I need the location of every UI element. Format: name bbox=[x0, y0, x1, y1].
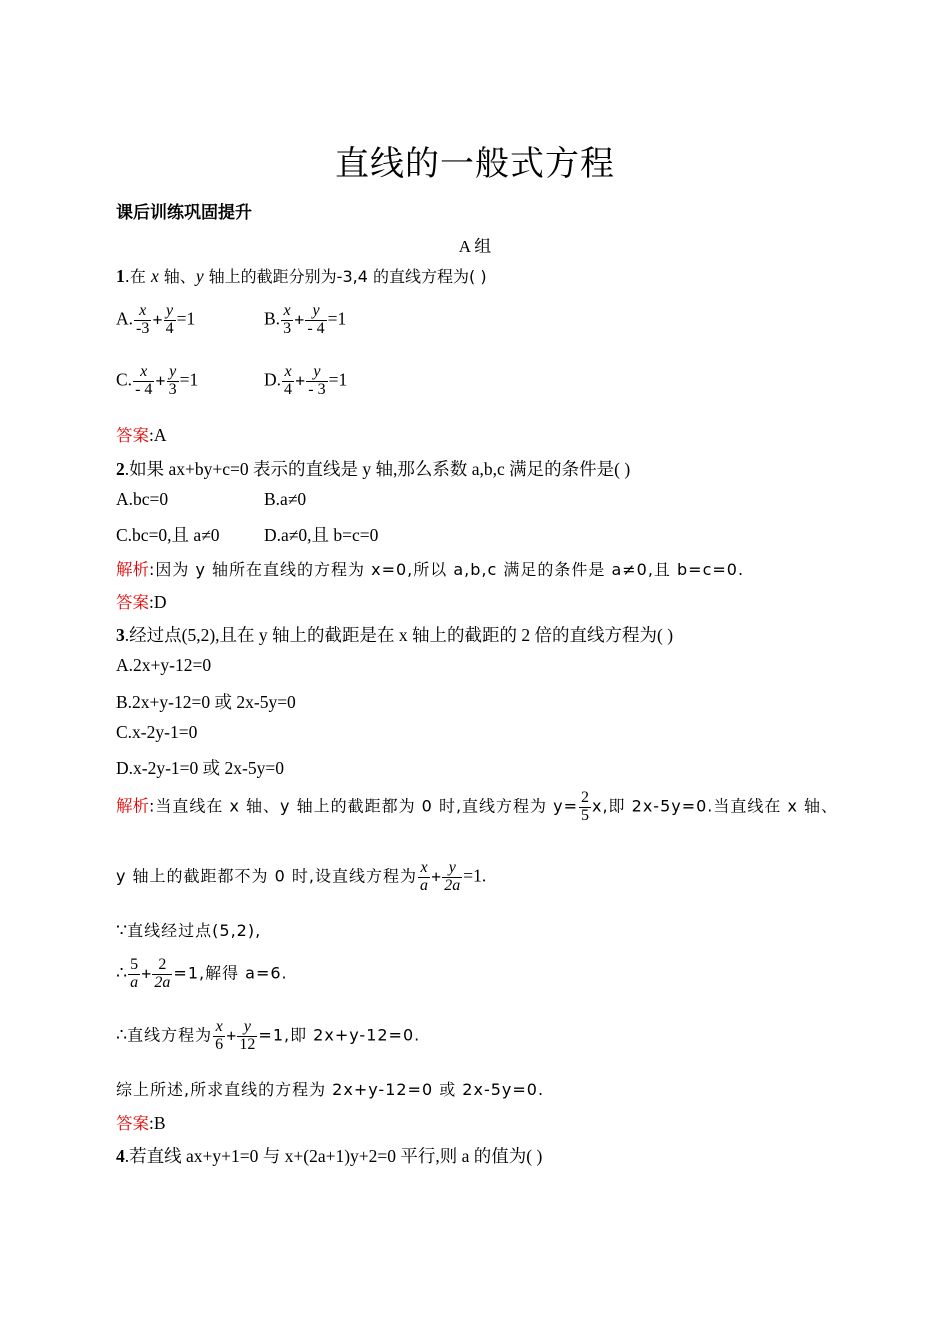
q2-option-b: B.a≠0 bbox=[264, 489, 307, 509]
q3-analysis-line6: 综上所述,所求直线的方程为 2x+y-12=0 或 2x-5y=0. bbox=[116, 1080, 545, 1099]
q1-option-b: B. $\frac{x}{3}$ + $\frac{y}{- 4}$ =1 bbox=[264, 302, 347, 337]
q2-option-a: A.bc=0 bbox=[116, 489, 169, 509]
q3-option-c: C.x-2y-1=0 bbox=[116, 722, 198, 742]
q3-option-b: B.2x+y-12=0 或 2x-5y=0 bbox=[116, 692, 296, 712]
page-title: 直线的一般式方程 bbox=[335, 144, 615, 184]
q3-analysis-line3: ∵直线经过点(5,2), bbox=[116, 920, 262, 940]
q1-option-d: D. $\frac{x}{4}$ + $\frac{y}{- 3}$ =1 bbox=[264, 363, 348, 398]
q2-stem: 2.如果 ax+by+c=0 表示的直线是 y 轴,那么系数 a,b,c 满足的条件是( ) bbox=[116, 459, 631, 479]
q1-stem: 1.在 x 轴、y 轴上的截距分别为-3,4 的直线方程为( ) bbox=[116, 266, 487, 286]
q3-stem: 3.经过点(5,2),且在 y 轴上的截距是在 x 轴上的截距的 2 倍的直线方程为( ) bbox=[116, 625, 674, 645]
q1-option-c: C. $\frac{x}{- 4}$ + $\frac{y}{3}$ =1 bbox=[116, 363, 199, 398]
q3-option-d: D.x-2y-1=0 或 2x-5y=0 bbox=[116, 758, 284, 778]
q3-analysis-line5: ∴直线方程为 $\frac{x}{6}$ + $\frac{y}{12}$ =1,即 2x+y-12=0. bbox=[116, 1018, 421, 1053]
q2-analysis: 解析:因为 y 轴所在直线的方程为 x=0,所以 a,b,c 满足的条件是 a≠0,且 b=c=0. bbox=[116, 560, 745, 579]
section-subtitle: 课后训练巩固提升 bbox=[116, 203, 252, 223]
q3-answer: 答案:B bbox=[116, 1113, 166, 1133]
q4-stem: 4.若直线 ax+y+1=0 与 x+(2a+1)y+2=0 平行,则 a 的值为( ) bbox=[116, 1146, 543, 1166]
q2-option-c: C.bc=0,且 a≠0 bbox=[116, 525, 220, 545]
q3-analysis-line2: y 轴上的截距都不为 0 时,设直线方程为 $\frac{x}{a}$ + $\frac{y}{2a}$ =1. bbox=[116, 859, 487, 894]
q3-analysis-line1: 解析:当直线在 x 轴、y 轴上的截距都为 0 时,直线方程为 y= $\frac{2}{5}$ x,即 2x-5y=0.当直线在 x 轴、 bbox=[116, 789, 839, 824]
q3-option-a: A.2x+y-12=0 bbox=[116, 655, 212, 675]
q1-option-a: A. $\frac{x}{-3}$ + $\frac{y}{4}$ =1 bbox=[116, 302, 196, 337]
q2-option-d: D.a≠0,且 b=c=0 bbox=[264, 525, 379, 545]
group-label: A 组 bbox=[458, 237, 492, 256]
q2-answer: 答案:D bbox=[116, 592, 167, 612]
q3-analysis-line4: ∴ $\frac{5}{a}$ + $\frac{2}{2a}$ =1,解得 a=6. bbox=[116, 956, 288, 991]
q1-answer: 答案:A bbox=[116, 425, 167, 445]
